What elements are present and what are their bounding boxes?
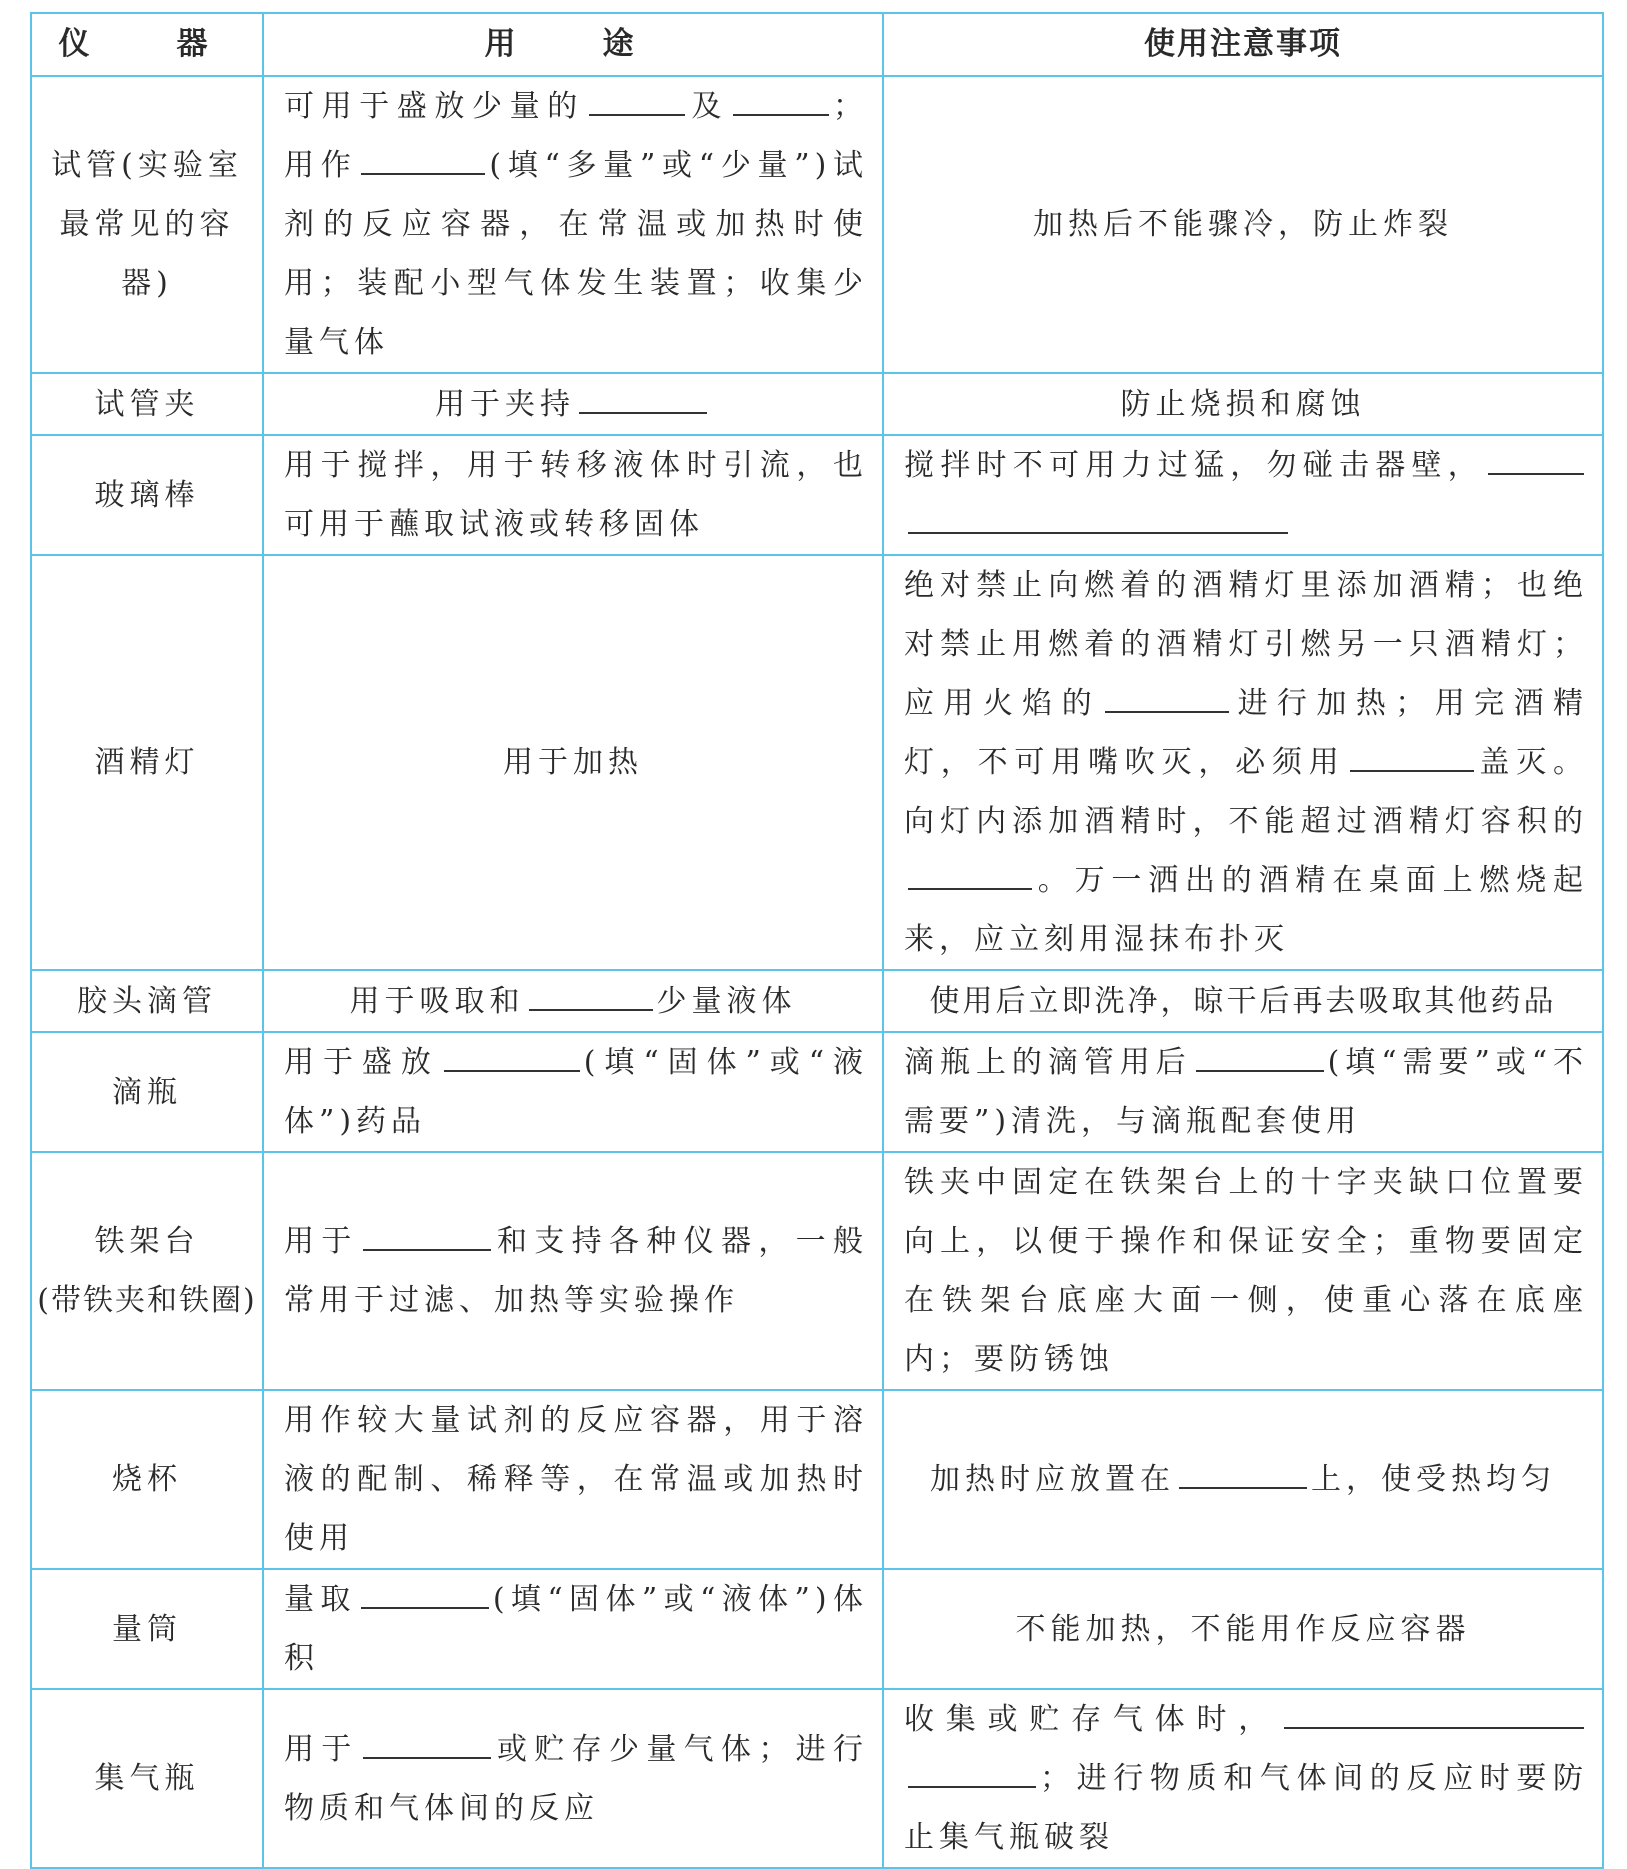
instrument-notes: 加热后不能骤冷，防止炸裂 bbox=[883, 76, 1603, 373]
instrument-notes: 防止烧损和腐蚀 bbox=[883, 373, 1603, 435]
answer-blank[interactable] bbox=[908, 498, 1288, 534]
instrument-use: 用于夹持 bbox=[263, 373, 883, 435]
answer-blank[interactable] bbox=[1284, 1693, 1584, 1729]
answer-blank[interactable] bbox=[908, 854, 1032, 890]
answer-blank[interactable] bbox=[444, 1036, 580, 1072]
table-header-row bbox=[31, 13, 1603, 76]
instrument-name: 玻璃棒 bbox=[31, 435, 263, 555]
instrument-use: 用于 和支持各种仪器，一般常用于过滤、加热等实验操作 bbox=[263, 1152, 883, 1390]
instrument-name: 试管夹 bbox=[31, 373, 263, 435]
instrument-notes: 铁夹中固定在铁架台上的十字夹缺口位置要向上，以便于操作和保证安全；重物要固定在铁架台底座大面一侧，使重心落在底座内；要防锈蚀 bbox=[883, 1152, 1603, 1390]
answer-blank[interactable] bbox=[1196, 1036, 1324, 1072]
answer-blank[interactable] bbox=[361, 139, 485, 175]
instrument-name: 试管(实验室最常见的容器) bbox=[31, 76, 263, 373]
header-notes: 使用注意事项 bbox=[883, 13, 1603, 76]
answer-blank[interactable] bbox=[1179, 1453, 1307, 1489]
instrument-notes: 不能加热，不能用作反应容器 bbox=[883, 1569, 1603, 1689]
answer-blank[interactable] bbox=[1105, 677, 1229, 713]
instrument-notes: 搅拌时不可用力过猛，勿碰击器壁， bbox=[883, 435, 1603, 555]
answer-blank[interactable] bbox=[529, 975, 653, 1011]
header-use: 用 途 bbox=[263, 13, 883, 76]
instrument-name: 烧杯 bbox=[31, 1390, 263, 1569]
instrument-notes: 滴瓶上的滴管用后 (填“需要”或“不需要”)清洗，与滴瓶配套使用 bbox=[883, 1032, 1603, 1152]
table-row bbox=[31, 1569, 1603, 1689]
answer-blank[interactable] bbox=[361, 1573, 489, 1609]
answer-blank[interactable] bbox=[908, 1752, 1036, 1788]
table-row bbox=[31, 373, 1603, 435]
table-row bbox=[31, 1152, 1603, 1390]
instrument-use: 用于 或贮存少量气体；进行物质和气体间的反应 bbox=[263, 1689, 883, 1868]
instrument-name: 集气瓶 bbox=[31, 1689, 263, 1868]
instrument-use: 用于吸取和 少量液体 bbox=[263, 970, 883, 1032]
instrument-name: 滴瓶 bbox=[31, 1032, 263, 1152]
answer-blank[interactable] bbox=[733, 80, 829, 116]
instrument-table bbox=[30, 12, 1604, 1869]
header-instrument: 仪 器 bbox=[31, 13, 263, 76]
instrument-name: 铁架台 (带铁夹和铁圈) bbox=[31, 1152, 263, 1390]
instrument-name: 量筒 bbox=[31, 1569, 263, 1689]
instrument-notes: 收集或贮存气体时，；进行物质和气体间的反应时要防止集气瓶破裂 bbox=[883, 1689, 1603, 1868]
instrument-use: 可用于盛放少量的 及 ；用作 (填“多量”或“少量”)试剂的反应容器，在常温或加热时使用；装配小型气体发生装置；收集少量气体 bbox=[263, 76, 883, 373]
instrument-use: 用作较大量试剂的反应容器，用于溶液的配制、稀释等，在常温或加热时使用 bbox=[263, 1390, 883, 1569]
table-row bbox=[31, 1390, 1603, 1569]
table-row bbox=[31, 970, 1603, 1032]
table-row bbox=[31, 1689, 1603, 1868]
answer-blank[interactable] bbox=[1350, 736, 1474, 772]
answer-blank[interactable] bbox=[589, 80, 685, 116]
answer-blank[interactable] bbox=[579, 378, 707, 414]
instrument-notes: 绝对禁止向燃着的酒精灯里添加酒精；也绝对禁止用燃着的酒精灯引燃另一只酒精灯；应用火焰的 进行加热；用完酒精灯，不可用嘴吹灭，必须用 盖灭。向灯内添加酒精时，不能超过酒精灯容积的。万一洒出的酒精在桌面上燃烧起来，应立刻用湿抹布扑灭 bbox=[883, 555, 1603, 970]
table-row bbox=[31, 76, 1603, 373]
answer-blank[interactable] bbox=[363, 1215, 491, 1251]
instrument-use: 用于加热 bbox=[263, 555, 883, 970]
instrument-use: 量取 (填“固体”或“液体”)体积 bbox=[263, 1569, 883, 1689]
answer-blank[interactable] bbox=[363, 1723, 491, 1759]
table-row bbox=[31, 1032, 1603, 1152]
instrument-name: 酒精灯 bbox=[31, 555, 263, 970]
instrument-name: 胶头滴管 bbox=[31, 970, 263, 1032]
instrument-table-sheet bbox=[30, 12, 1602, 1855]
table-row bbox=[31, 435, 1603, 555]
instrument-use: 用于搅拌，用于转移液体时引流，也可用于蘸取试液或转移固体 bbox=[263, 435, 883, 555]
answer-blank[interactable] bbox=[1488, 439, 1584, 475]
instrument-notes: 使用后立即洗净，晾干后再去吸取其他药品 bbox=[883, 970, 1603, 1032]
instrument-notes: 加热时应放置在 上，使受热均匀 bbox=[883, 1390, 1603, 1569]
instrument-use: 用于盛放 (填“固体”或“液体”)药品 bbox=[263, 1032, 883, 1152]
table-row bbox=[31, 555, 1603, 970]
